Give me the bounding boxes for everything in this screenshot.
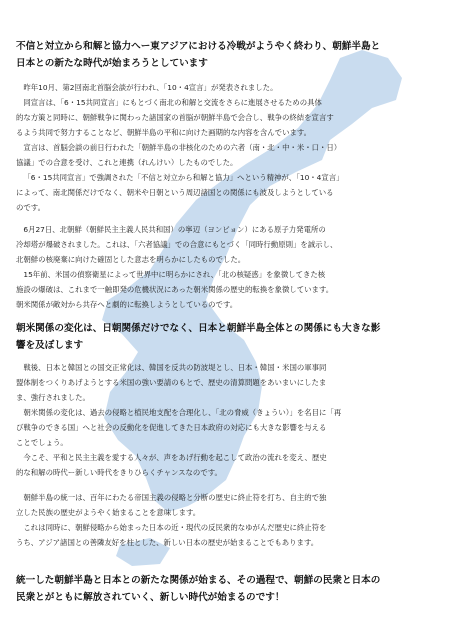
heading-line: 統一した朝鮮半島と日本との新たな関係が始まる、その過程で、朝鮮の民衆と日本の bbox=[16, 575, 381, 586]
text-line: によって、南北関係だけでなく、朝米や日朝という周辺諸国との関係にも波及しようとしている bbox=[16, 188, 334, 197]
text-line: 今こそ、平和と民主主義を愛する人々が、声をあげ行動を起こして政治の流れを変え、歴史 bbox=[23, 453, 327, 462]
text-line: ことでしょう。 bbox=[16, 438, 68, 447]
text-line: これは同時に、朝鮮侵略から始まった日本の近・現代の反民衆的なゆがんだ歴史に終止符を bbox=[23, 523, 327, 532]
text-line: 6月27日、北朝鮮（朝鮮民主主義人民共和国）の寧辺（ヨンビョン）にある原子力発電所の bbox=[23, 225, 326, 234]
text-line: び戦争のできる国」へと社会の反動化を促進してきた日本政府の対応にも大きな影響を与える bbox=[16, 423, 327, 432]
paragraph-unification bbox=[16, 490, 436, 550]
text-line: 立した民族の歴史がようやく始まることを意味します。 bbox=[16, 508, 201, 517]
text-line: 施設の爆破は、これまで一触即発の危機状況にあった朝米関係の歴史的転換を象徴しています。 bbox=[16, 285, 334, 294]
heading-reconciliation bbox=[16, 38, 436, 72]
text-line: 的な和解の時代ー新しい時代をきりひらくチャンスなのです。 bbox=[16, 468, 222, 477]
heading-us-dprk-relations bbox=[16, 320, 436, 354]
text-line: 15年前、米国の偵察衛星によって世界中に明らかにされ、「北の核疑惑」を象徴してきた核 bbox=[23, 270, 326, 279]
text-line: のです。 bbox=[16, 203, 45, 212]
text-line: 的な方策と同時に、朝鮮戦争に関わった諸国家の首脳が朝鮮半島で会合し、戦争の終結を宣言す bbox=[16, 113, 334, 122]
text-line: 昨年10月、第2回南北首脳会談が行われ、「10・4宣言」が発表されました。 bbox=[23, 83, 278, 92]
text-line: 冷却塔が爆破されました。これは、「六者協議」での合意にもとづく「同時行動原則」を誠示し、 bbox=[16, 240, 338, 249]
heading-line: 響を及ぼします bbox=[16, 340, 84, 351]
text-line: 戦後、日本と韓国との国交正常化は、韓国を反共の防波堤とし、日本・韓国・米国の軍事同 bbox=[23, 363, 327, 372]
paragraph-yongbyon bbox=[16, 222, 436, 312]
heading-new-era bbox=[16, 572, 436, 606]
text-line: 朝鮮半島の統一は、百年にわたる帝国主義の侵略と分断の歴史に終止符を打ち、自主的で独 bbox=[23, 493, 327, 502]
heading-line: 朝米関係の変化は、日朝関係だけでなく、日本と朝鮮半島全体との関係にも大きな影 bbox=[16, 323, 381, 334]
text-line: 朝米関係が敵対から共存へと劇的に転換しようとしているのです。 bbox=[16, 300, 238, 309]
text-line: 同宣言は、「6・15共同宣言」にもとづく南北の和解と交流をさらに進展させるための具体 bbox=[23, 98, 322, 107]
heading-line: 民衆とがともに解放されていく、新しい時代が始まるのです！ bbox=[16, 592, 285, 603]
paragraph-summit-declaration bbox=[16, 80, 436, 215]
text-line: 盟体制をつくりあげようとする米国の強い要請のもとで、歴史の清算問題をあいまいにしたま bbox=[16, 378, 327, 387]
text-line: うち、アジア諸国との善隣友好を柱とした、新しい日本の歴史が始まることでもあります。 bbox=[16, 538, 319, 547]
heading-line: 不信と対立から和解と協力へー東アジアにおける冷戦がようやく終わり、朝鮮半島と bbox=[16, 41, 381, 52]
text-line: 北朝鮮の核廃棄に向けた確固とした意志を明らかにしたものでした。 bbox=[16, 255, 246, 264]
heading-line: 日本との新たな時代が始まろうとしています bbox=[16, 58, 208, 69]
text-line: ま、強行されました。 bbox=[16, 393, 90, 402]
text-line: 宣言は、首脳会談の前日行われた「朝鮮半島の非核化のための六者（南・北・中・米・口・日） bbox=[23, 143, 342, 152]
text-line: 「6・15共同宣言」で強調された「不信と対立から和解と協力」へという精神が、「10・4宣言」 bbox=[23, 173, 344, 182]
text-line: 協議」での合意を受け、これと連携（れんけい）したものでした。 bbox=[16, 158, 238, 167]
text-line: 朝米関係の変化は、過去の侵略と植民地支配を合理化し、「北の脅威（きょうい）」を名目に「再 bbox=[23, 408, 342, 417]
text-line: るよう共同で努力することなど、朝鮮半島の平和に向けた画期的な内容を含んでいます。 bbox=[16, 128, 312, 137]
paragraph-postwar-normalization bbox=[16, 360, 436, 480]
